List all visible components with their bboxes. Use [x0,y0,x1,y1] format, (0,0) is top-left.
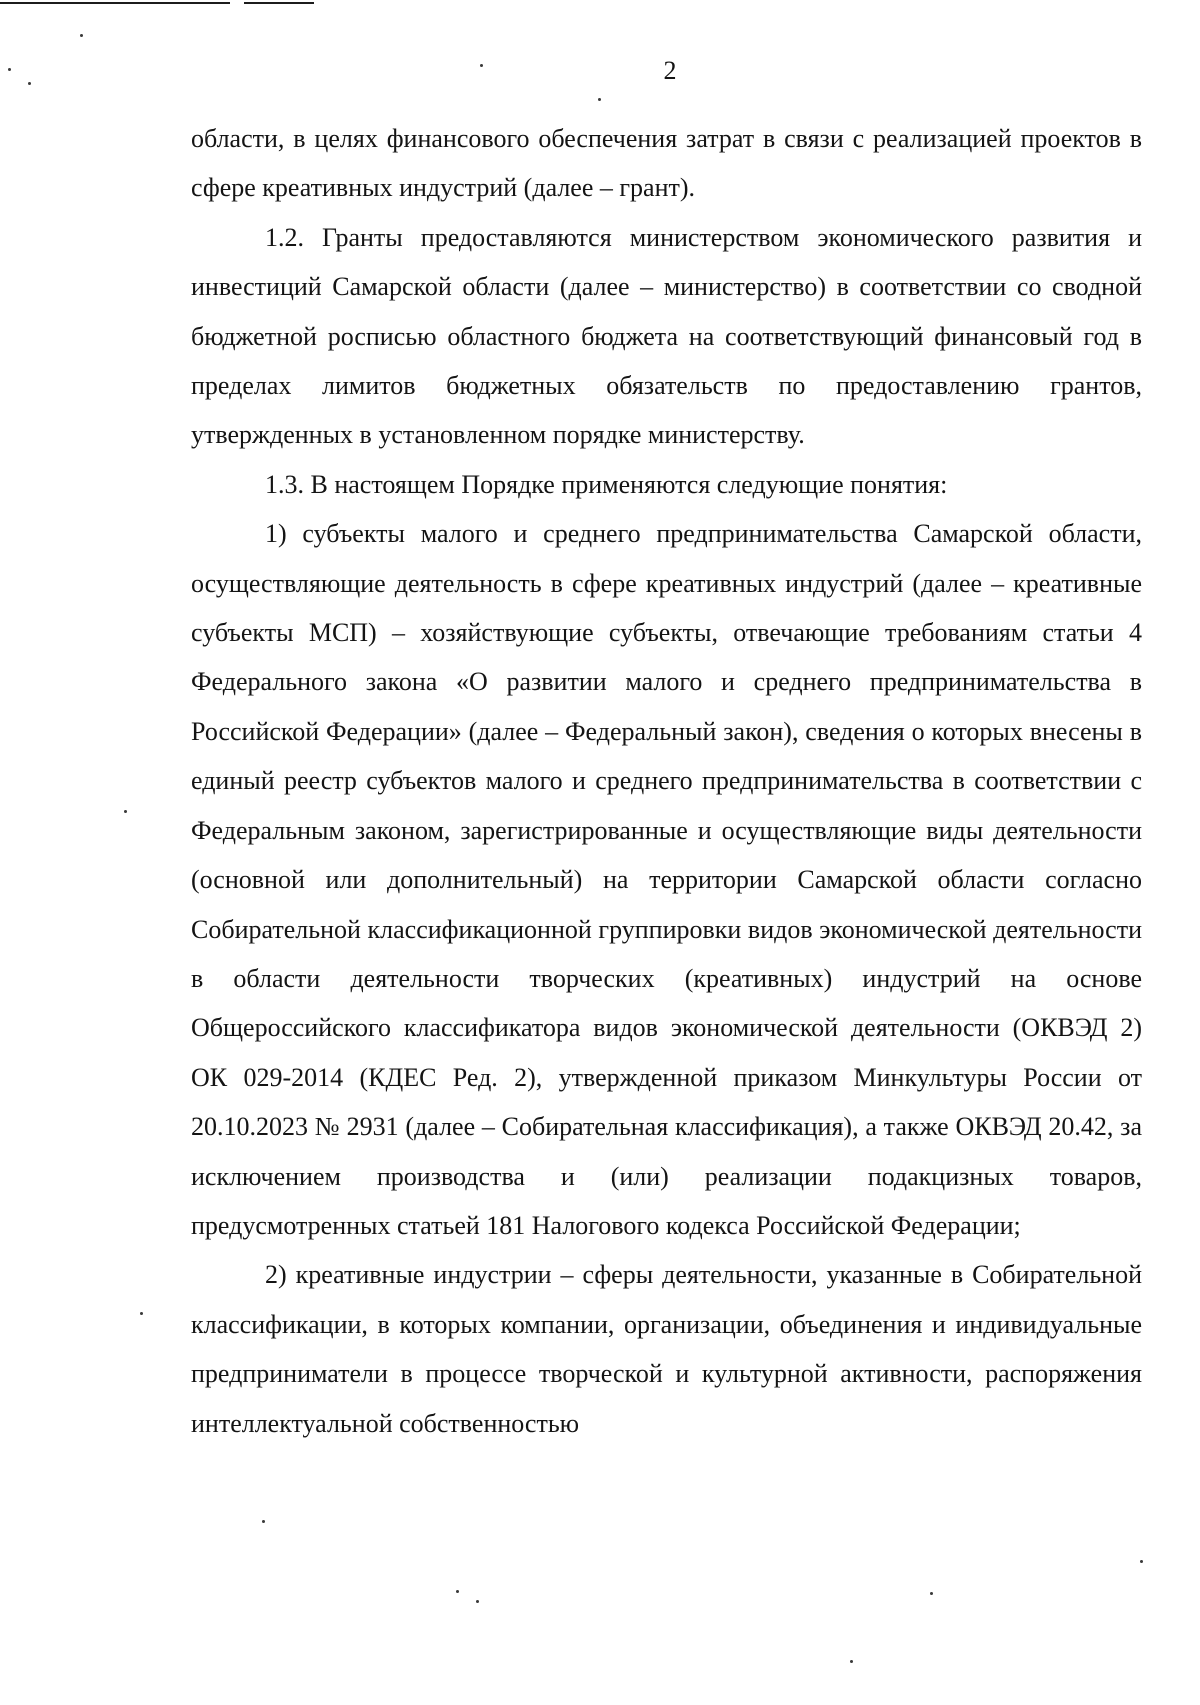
scan-speck [850,1660,853,1663]
scan-edge-line [0,2,230,4]
paragraph-1-3: 1.3. В настоящем Порядке применяются следующие понятия: [265,469,948,499]
scan-speck [480,64,483,67]
scan-speck [476,1600,479,1603]
scan-edge-line [244,2,314,4]
scan-speck [1140,1560,1143,1563]
definition-item-2: 2) креативные индустрии – сферы деятельности, указанные в Собирательной классификации, в которых компании, организации, объединения и индивидуальные предприниматели в процессе творческой и культурной активности, распоряжения интеллектуальной собственностью [191,1260,1142,1438]
scan-speck [80,34,83,37]
scan-speck [8,68,11,71]
scan-speck [262,1520,265,1523]
scan-speck [28,82,31,85]
paragraph-1-2: 1.2. Гранты предоставляются министерством экономического развития и инвестиций Самарской области (далее – министерство) в соответствии со сводной бюджетной росписью областного бюджета на соответствующий финансовый год в пределах лимитов бюджетных обязательств по предоставлению грантов, утвержденных в установленном порядке министерству. [191,222,1142,450]
scan-speck [930,1592,933,1595]
scan-speck [140,1312,143,1315]
scan-speck [598,98,601,101]
scan-speck [456,1590,459,1593]
scan-speck [124,810,127,813]
page-number: 2 [663,56,677,85]
document-body [191,114,1142,1448]
paragraph-continuation: области, в целях финансового обеспечения затрат в связи с реализацией проектов в сфере креативных индустрий (далее – грант). [191,124,1142,203]
definition-item-1: 1) субъекты малого и среднего предпринимательства Самарской области, осуществляющие деятельность в сфере креативных индустрий (далее – креативные субъекты МСП) – хозяйствующие субъекты, отвечающие требованиям статьи 4 Федерального закона «О развитии малого и среднего предпринимательства в Российской Федерации» (далее – Федеральный закон), сведения о которых внесены в единый реестр субъектов малого и среднего предпринимательства в соответствии с Федеральным законом, зарегистрированные и осуществляющие виды деятельности (основной или дополнительный) на территории Самарской области согласно Собирательной классификационной группировки видов экономической деятельности в области деятельности творческих (креативных) индустрий на основе Общероссийского классификатора видов экономической деятельности (ОКВЭД 2) ОК 029-2014 (КДЕС Ред. 2), утвержденной приказом Минкультуры России от 20.10.2023 № 2931 (далее – Собирательная классификация), а также ОКВЭД 20.42, за исключением производства и (или) реализации подакцизных товаров, предусмотренных статьей 181 Налогового кодекса Российской Федерации; [191,519,1142,1240]
